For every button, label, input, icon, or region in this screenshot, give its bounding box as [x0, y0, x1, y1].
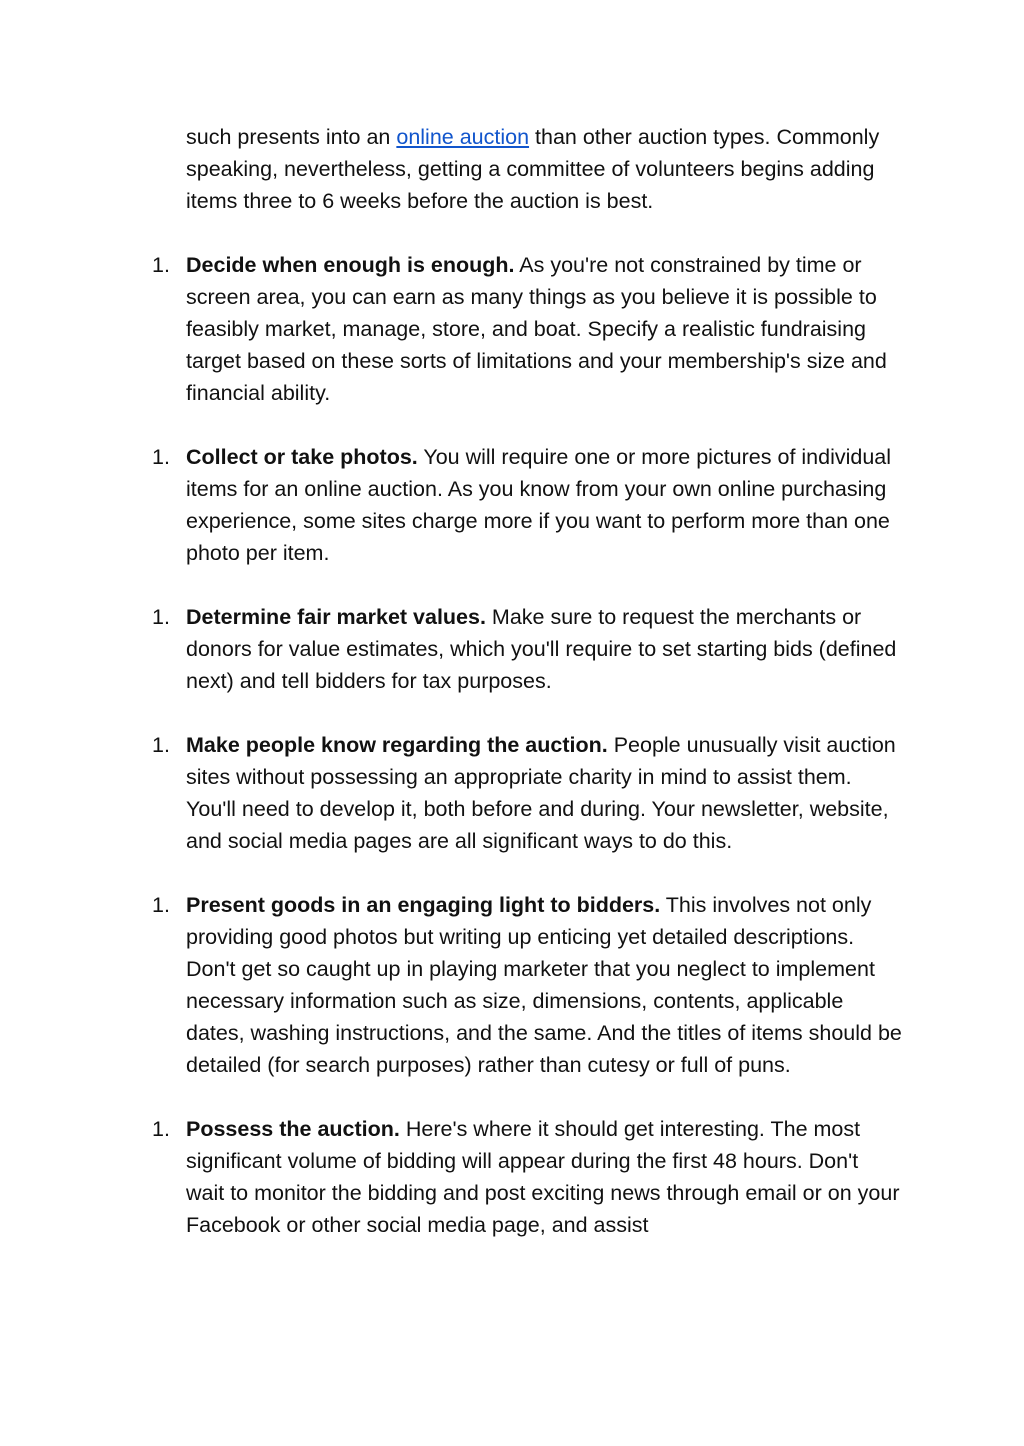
list-item-body: People unusually visit auction sites without possessing an appropriate charity in mind to assist them. You'll need to develop it, both before and during. Your newsletter, website, and social media pages are all significant ways to do this.	[186, 733, 896, 853]
list-item	[152, 441, 902, 569]
list-item-body: Here's where it should get interesting. The most significant volume of bidding will appear during the first 48 hours. Don't wait to monitor the bidding and post exciting news through email or on your Facebook or other social media page, and assist	[186, 1117, 900, 1237]
list-item-number: 1.	[152, 605, 170, 629]
intro-text-before-link: such presents into an	[186, 125, 397, 149]
list-item-number: 1.	[152, 893, 170, 917]
list-item-body: Make sure to request the merchants or donors for value estimates, which you'll require to set starting bids (defined next) and tell bidders for tax purposes.	[186, 605, 897, 693]
list-item-body: You will require one or more pictures of individual items for an online auction. As you know from your own online purchasing experience, some sites charge more if you want to perform more than one photo per item.	[186, 445, 892, 565]
list-item	[152, 889, 902, 1081]
intro-paragraph	[186, 121, 902, 217]
list-item	[152, 249, 902, 409]
list-item-number: 1.	[152, 733, 170, 757]
list-item-heading: Make people know regarding the auction.	[186, 733, 608, 757]
list-item-heading: Determine fair market values.	[186, 605, 486, 629]
document-body	[152, 121, 902, 1241]
list-item	[152, 601, 902, 697]
list-item	[152, 729, 902, 857]
list-item-number: 1.	[152, 253, 170, 277]
list-item-body: This involves not only providing good photos but writing up enticing yet detailed descriptions. Don't get so caught up in playing marketer that you neglect to implement necessary information such as size, dimensions, contents, applicable dates, washing instructions, and the same. And the titles of items should be detailed (for search purposes) rather than cutesy or full of puns.	[186, 893, 902, 1077]
list-item	[152, 1113, 902, 1241]
list-item-number: 1.	[152, 1117, 170, 1141]
intro-text-after-link: than other auction types. Commonly speaking, nevertheless, getting a committee of volunteers begins adding items three to 6 weeks before the auction is best.	[186, 125, 880, 213]
list-item-heading: Present goods in an engaging light to bidders.	[186, 893, 661, 917]
online-auction-link[interactable]: online auction	[396, 125, 530, 149]
list-item-heading: Collect or take photos.	[186, 445, 418, 469]
list-item-heading: Decide when enough is enough.	[186, 253, 515, 277]
list-item-heading: Possess the auction.	[186, 1117, 400, 1141]
list-item-number: 1.	[152, 445, 170, 469]
list-item-body: As you're not constrained by time or screen area, you can earn as many things as you believe it is possible to feasibly market, manage, store, and boat. Specify a realistic fundraising target based on these sorts of limitations and your membership's size and financial ability.	[186, 253, 887, 405]
